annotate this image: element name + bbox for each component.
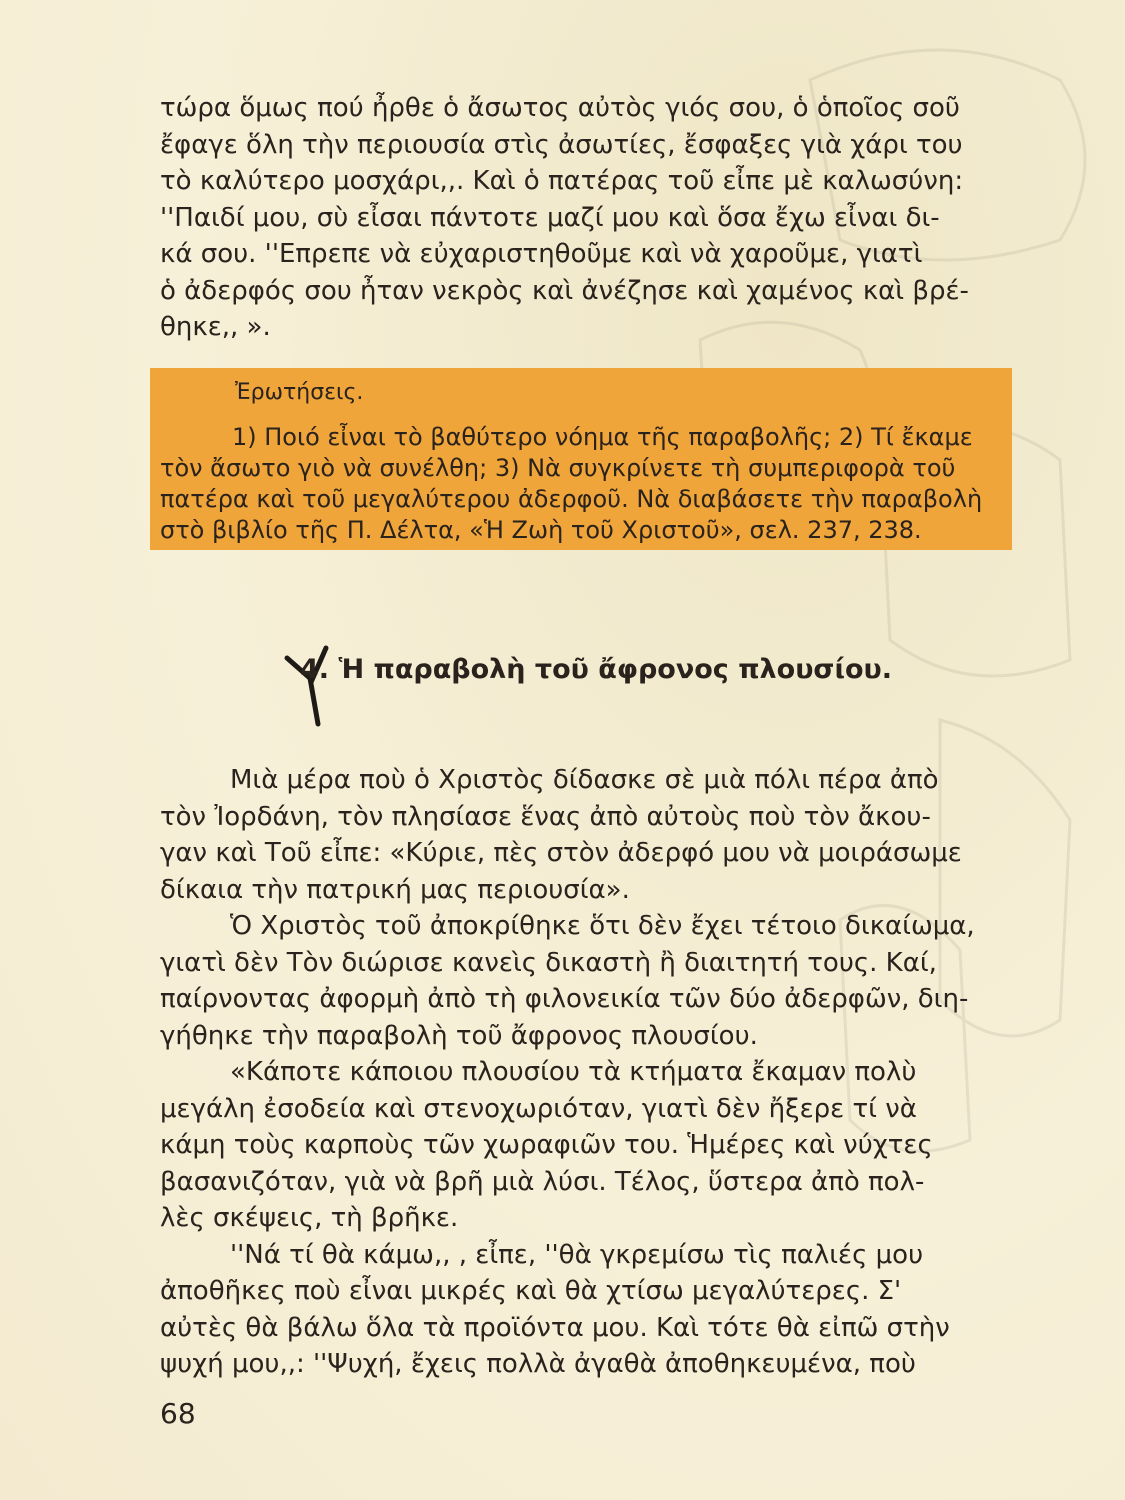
- questions-title: Ἐρωτήσεις.: [235, 380, 364, 405]
- text-line: κάμη τοὺς καρποὺς τῶν χωραφιῶν του. Ἡμέρες καὶ νύχτες: [160, 1130, 933, 1160]
- text-line: κά σου. ''Επρεπε νὰ εὐχαριστηθοῦμε καὶ νὰ χαροῦμε, γιατὶ: [160, 239, 923, 269]
- question-line: πατέρα καὶ τοῦ μεγαλύτερου ἀδερφοῦ. Νὰ διαβάσετε τὴν παραβολὴ: [160, 485, 983, 513]
- text-line: τὸ καλύτερο μοσχάρι,,. Καὶ ὁ πατέρας τοῦ εἶπε μὲ καλωσύνη:: [160, 166, 964, 196]
- text-line: βασανιζόταν, γιὰ νὰ βρῆ μιὰ λύσι. Τέλος, ὕστερα ἀπὸ πολ-: [160, 1166, 925, 1197]
- text-line: μεγάλη ἐσοδεία καὶ στενοχωριόταν, γιατὶ δὲν ἤξερε τί νὰ: [160, 1093, 917, 1124]
- text-line: γήθηκε τὴν παραβολὴ τοῦ ἄφρονος πλουσίου.: [160, 1020, 758, 1051]
- section-heading: 4. Ἡ παραβολὴ τοῦ ἄφρονος πλουσίου.: [300, 654, 893, 685]
- text-line: ψυχή μου,,: ''Ψυχή, ἔχεις πολλὰ ἀγαθὰ ἀποθηκευμένα, ποὺ: [160, 1349, 916, 1379]
- text-line: ἀποθῆκες ποὺ εἶναι μικρές καὶ θὰ χτίσω μεγαλύτερες. Σ': [160, 1276, 902, 1306]
- text-line: ''Παιδί μου, σὺ εἶσαι πάντοτε μαζί μου καὶ ὅσα ἔχω εἶναι δι-: [160, 202, 940, 233]
- text-line: Ὁ Χριστὸς τοῦ ἀποκρίθηκε ὅτι δὲν ἔχει τέτοιο δικαίωμα,: [230, 911, 975, 941]
- questions-body: [160, 422, 1005, 546]
- text-line: Μιὰ μέρα ποὺ ὁ Χριστὸς δίδασκε σὲ μιὰ πόλι πέρα ἀπὸ: [230, 765, 939, 795]
- top-paragraph: [160, 90, 1015, 346]
- text-line: ''Νά τί θὰ κάμω,, , εἶπε, ''θὰ γκρεμίσω τὶς παλιές μου: [230, 1239, 924, 1270]
- question-line: στὸ βιβλίο τῆς Π. Δέλτα, «Ἡ Ζωὴ τοῦ Χριστοῦ», σελ. 237, 238.: [160, 516, 922, 544]
- text-line: ὁ ἀδερφός σου ἦταν νεκρὸς καὶ ἀνέζησε καὶ χαμένος καὶ βρέ-: [160, 275, 969, 306]
- text-line: θηκε,, ».: [160, 312, 271, 342]
- text-line: λὲς σκέψεις, τὴ βρῆκε.: [160, 1203, 459, 1233]
- text-line: παίρνοντας ἀφορμὴ ἀπὸ τὴ φιλονεικία τῶν δύο ἀδερφῶν, διη-: [160, 984, 969, 1014]
- text-line: τὸν Ἰορδάνη, τὸν πλησίασε ἕνας ἀπὸ αὐτοὺς ποὺ τὸν ἄκου-: [160, 801, 931, 832]
- text-line: αὐτὲς θὰ βάλω ὅλα τὰ προϊόντα μου. Καὶ τότε θὰ εἰπῶ στὴν: [160, 1312, 950, 1343]
- main-text: [160, 762, 1015, 1383]
- questions-highlight-box: [150, 368, 1012, 550]
- text-line: δίκαια τὴν πατρική μας περιουσία».: [160, 874, 630, 905]
- text-line: τώρα ὅμως πού ἦρθε ὁ ἄσωτος αὐτὸς γιός σου, ὁ ὁποῖος σοῦ: [160, 93, 960, 123]
- text-line: γαν καὶ Τοῦ εἶπε: «Κύριε, πὲς στὸν ἀδερφό μου νὰ μοιράσωμε: [160, 838, 962, 868]
- text-line: γιατὶ δὲν Τὸν διώρισε κανεὶς δικαστὴ ἢ διαιτητή τους. Καί,: [160, 947, 937, 978]
- text-line: «Κάποτε κάποιου πλουσίου τὰ κτήματα ἔκαμαν πολὺ: [230, 1057, 917, 1087]
- page-number: 68: [160, 1397, 196, 1430]
- text-line: ἔφαγε ὅλη τὴν περιουσία στὶς ἀσωτίες, ἔσφαξες γιὰ χάρι του: [160, 129, 963, 160]
- question-line: τὸν ἄσωτο γιὸ νὰ συνέλθη; 3) Νὰ συγκρίνετε τὴ συμπεριφορὰ τοῦ: [160, 454, 956, 482]
- question-line: 1) Ποιό εἶναι τὸ βαθύτερο νόημα τῆς παραβολῆς; 2) Τί ἔκαμε: [232, 423, 973, 451]
